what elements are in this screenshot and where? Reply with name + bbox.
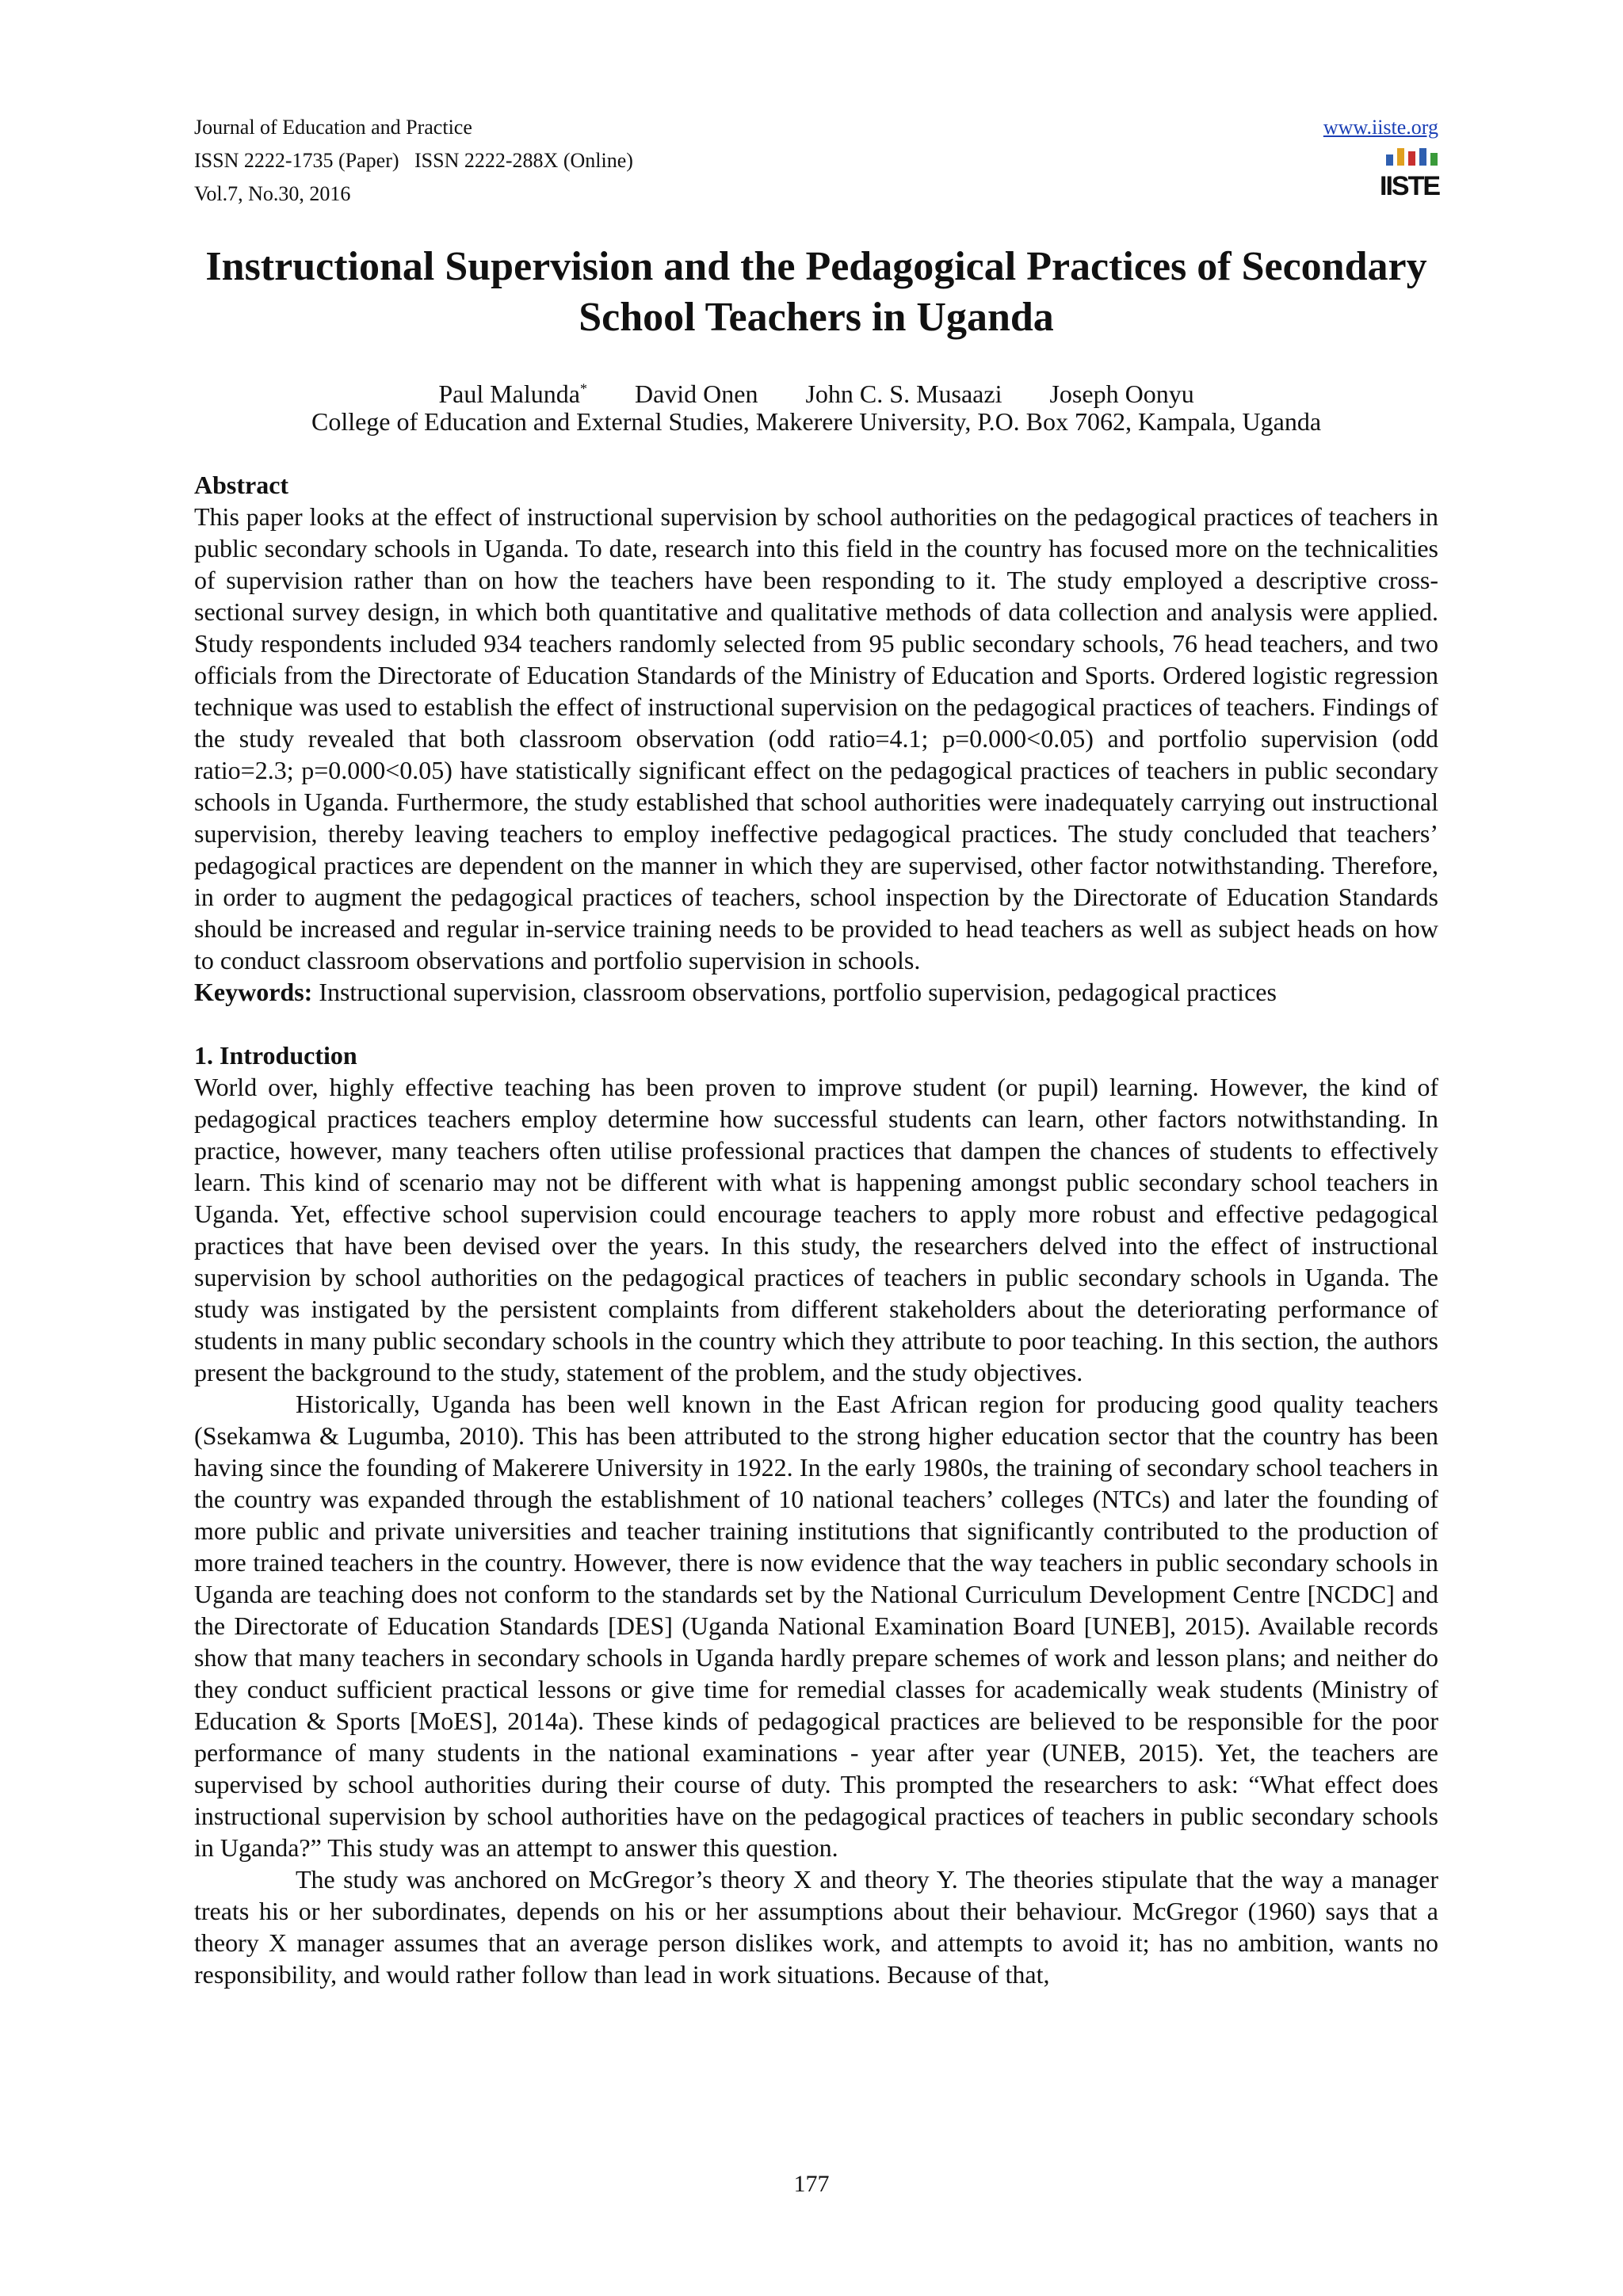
logo-word: IISTE (1380, 171, 1440, 201)
abstract-text: This paper looks at the effect of instructional supervision by school authorities on the pedagogical practices of teachers in public secondary schools in Uganda. To date, research into this field in the country has focused more on the technicalities of supervision rather than on how the teachers have been responding to it. The study employed a descriptive cross-sectional survey design, in which both quantitative and qualitative methods of data collection and analysis were applied. Study respondents included 934 teachers randomly selected from 95 public secondary schools, 76 head teachers, and two officials from the Directorate of Education Standards of the Ministry of Education and Sports. Ordered logistic regression technique was used to establish the effect of instructional supervision on the pedagogical practices of teachers. Findings of the study revealed that both classroom observation (odd ratio=4.1; p=0.000<0.05) and portfolio supervision (odd ratio=2.3; p=0.000<0.05) have statistically significant effect on the pedagogical practices of teachers in public secondary schools in Uganda. Furthermore, the study established that school authorities were inadequately carrying out instructional supervision, thereby leaving teachers to employ ineffective pedagogical practices. The study concluded that teachers’ pedagogical practices are dependent on the manner in which they are supervised, other factor notwithstanding. Therefore, in order to augment the pedagogical practices of teachers, school inspection by the Directorate of Education Standards should be increased and regular in-service training needs to be provided to head teachers as well as subject heads on how to conduct classroom observations and portfolio supervision in schools. (194, 502, 1438, 974)
author-1: Paul Malunda* (438, 379, 587, 408)
logo-bar (1408, 151, 1415, 166)
iiste-logo (1380, 148, 1438, 210)
logo-bar (1386, 154, 1393, 166)
introduction-paragraph-1: World over, highly effective teaching has been proven to improve student (or pupil) learning. However, the kind of pedagogical practices teachers employ determine how successful students can learn, other factors notwithstanding. In practice, however, many teachers often utilise professional practices that dampen the chances of students to effectively learn. This kind of scenario may not be different with what is happening amongst public secondary school teachers in Uganda. Yet, effective school supervision could encourage teachers to apply more robust and effective pedagogical practices that have been devised over the years. In this study, the researchers delved into the effect of instructional supervision by school authorities on the pedagogical practices of teachers in public secondary schools in Uganda. The study was instigated by the persistent complaints from different stakeholders about the deteriorating performance of students in many public secondary schools in the country which they attribute to poor teaching. In this section, the authors present the background to the study, statement of the problem, and the study objectives. (194, 1073, 1438, 1386)
introduction-paragraph-2: Historically, Uganda has been well known in the East African region for producing good quality teachers (Ssekamwa & Lugumba, 2010). This has been attributed to the strong higher education sector that the country has been having since the founding of Makerere University in 1922. In the early 1980s, the training of secondary school teachers in the country was expanded through the establishment of 10 national teachers’ colleges (NTCs) and later the founding of more public and private universities and teacher training institutions that significantly contributed to the production of more trained teachers in the country. However, there is now evidence that the way teachers in public secondary schools in Uganda are teaching does not conform to the standards set by the National Curriculum Development Centre [NCDC] and the Directorate of Education Standards [DES] (Uganda National Examination Board [UNEB], 2015). Available records show that many teachers in secondary schools in Uganda hardly prepare schemes of work and lesson plans; and neither do they conduct sufficient practical lessons or give time for remedial classes for academically weak students (Ministry of Education & Sports [MoES], 2014a). These kinds of pedagogical practices are believed to be responsible for the poor performance of many students in the national examinations - year after year (UNEB, 2015). Yet, the teachers are supervised by school authorities during their course of duty. This prompted the researchers to ask: “What effect does instructional supervision by school authorities have on the pedagogical practices of teachers in public secondary schools in Uganda?” This study was an attempt to answer this question. (194, 1390, 1438, 1862)
author-3: John C. S. Musaazi (805, 379, 1002, 408)
logo-bar (1430, 153, 1438, 166)
journal-meta (194, 111, 1438, 211)
logo-bar (1397, 148, 1404, 166)
page-number: 177 (793, 2171, 830, 2197)
journal-name: Journal of Education and Practice (194, 116, 472, 139)
keywords-text: Instructional supervision, classroom observations, portfolio supervision, pedagogical practices (319, 978, 1277, 1006)
abstract-heading: Abstract (194, 471, 289, 499)
logo-bar (1419, 148, 1426, 166)
paper-body (194, 469, 1438, 1990)
keywords (194, 976, 1438, 1008)
author-list (194, 372, 1438, 410)
author-2: David Onen (634, 379, 758, 408)
logo-bars (1386, 148, 1438, 166)
journal-issn: ISSN 2222-1735 (Paper) ISSN 2222-288X (Online) (194, 149, 633, 172)
corresponding-author-mark: * (579, 380, 587, 396)
paper-title: Instructional Supervision and the Pedagogical Practices of Secondary School Teachers in Uganda (205, 244, 1427, 340)
author-4: Joseph Oonyu (1049, 379, 1194, 408)
author-affiliation: College of Education and External Studies, Makerere University, P.O. Box 7062, Kampala, Uganda (311, 407, 1322, 436)
journal-url-link[interactable]: www.iiste.org (1323, 116, 1438, 139)
introduction-heading: 1. Introduction (194, 1041, 357, 1070)
journal-volume: Vol.7, No.30, 2016 (194, 182, 351, 205)
introduction-paragraph-3: The study was anchored on McGregor’s theory X and theory Y. The theories stipulate that the way a manager treats his or her subordinates, depends on his or her assumptions about their behaviour. McGregor (1960) says that a theory X manager assumes that an average person dislikes work, and attempts to avoid it; has no ambition, wants no responsibility, and would rather follow than lead in work situations. Because of that, (194, 1865, 1438, 1989)
journal-header (194, 111, 1438, 214)
keywords-label: Keywords: (194, 978, 313, 1006)
